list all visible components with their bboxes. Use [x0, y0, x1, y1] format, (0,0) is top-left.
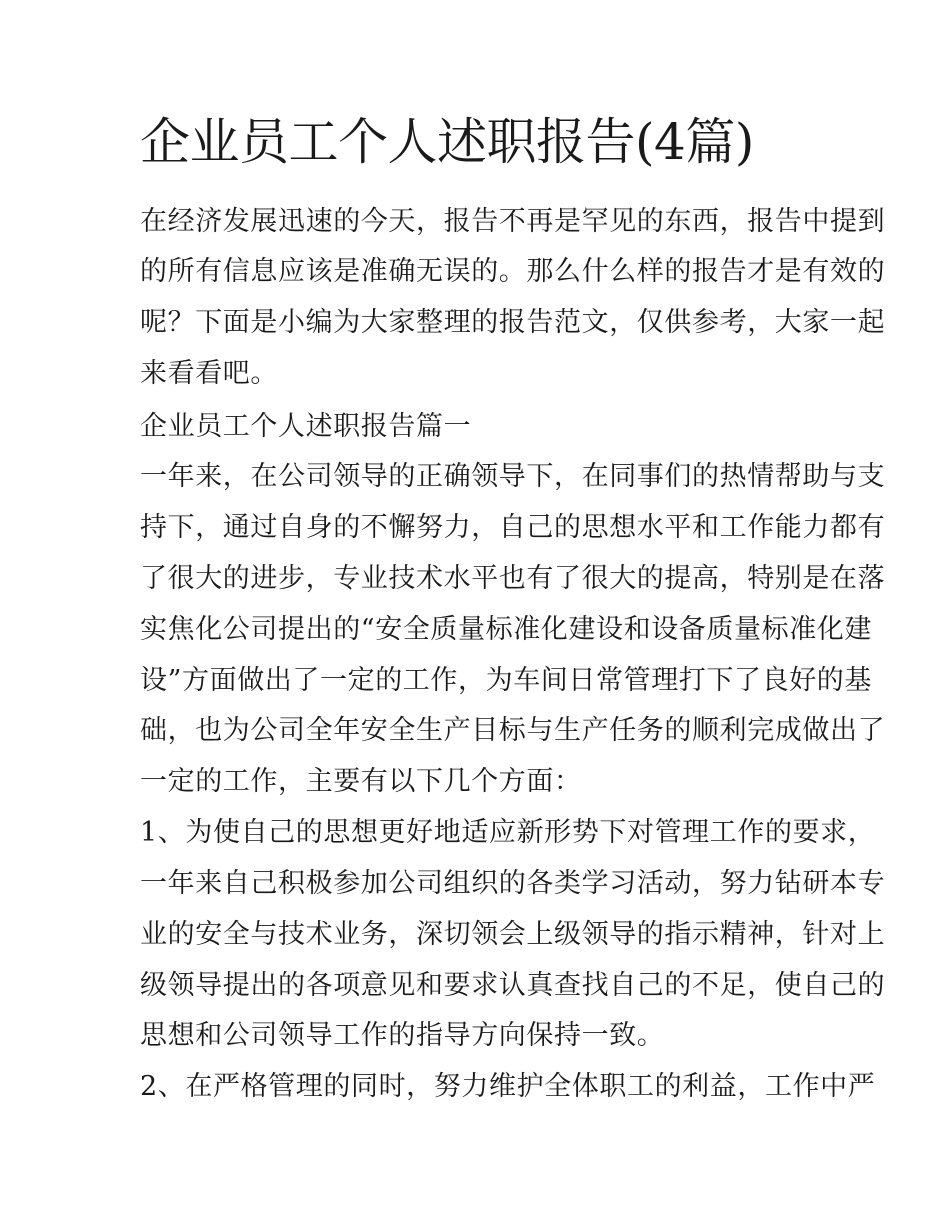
body-text-line: 来看看吧。 — [140, 358, 278, 389]
body-text-line: 业的安全与技术业务，深切领会上级领导的指示精神，针对上 — [140, 919, 886, 950]
body-text-line: 一年来自己积极参加公司组织的各类学习活动，努力钻研本专 — [140, 868, 886, 899]
body-text-line: 一定的工作，主要有以下几个方面： — [140, 766, 582, 797]
body-text-line: 持下，通过自身的不懈努力，自己的思想水平和工作能力都有 — [140, 512, 886, 543]
body-text-line: 设”方面做出了一定的工作，为车间日常管理打下了良好的基 — [140, 665, 873, 696]
body-text-line: 级领导提出的各项意见和要求认真查找自己的不足，使自己的 — [140, 970, 886, 1001]
body-text-line: 实焦化公司提出的“安全质量标准化建设和设备质量标准化建 — [140, 614, 873, 645]
body-text-line: 了很大的进步，专业技术水平也有了很大的提高，特别是在落 — [140, 563, 886, 594]
body-text-line: 的所有信息应该是准确无误的。那么什么样的报告才是有效的 — [140, 256, 886, 287]
body-text-line: 础，也为公司全年安全生产目标与生产任务的顺利完成做出了 — [140, 715, 886, 746]
body-text-line: 一年来，在公司领导的正确领导下，在同事们的热情帮助与支 — [140, 461, 886, 492]
document-title: 企业员工个人述职报告(4篇) — [140, 113, 754, 171]
body-text-line: 2、在严格管理的同时，努力维护全体职工的利益，工作中严 — [140, 1071, 876, 1102]
body-text-line: 呢？下面是小编为大家整理的报告范文，仅供参考，大家一起 — [140, 307, 886, 338]
section-heading: 企业员工个人述职报告篇一 — [140, 411, 472, 442]
body-text-line: 1、为使自己的思想更好地适应新形势下对管理工作的要求， — [140, 817, 876, 848]
body-text-line: 在经济发展迅速的今天，报告不再是罕见的东西，报告中提到 — [140, 206, 886, 237]
body-text-line: 思想和公司领导工作的指导方向保持一致。 — [140, 1020, 665, 1051]
